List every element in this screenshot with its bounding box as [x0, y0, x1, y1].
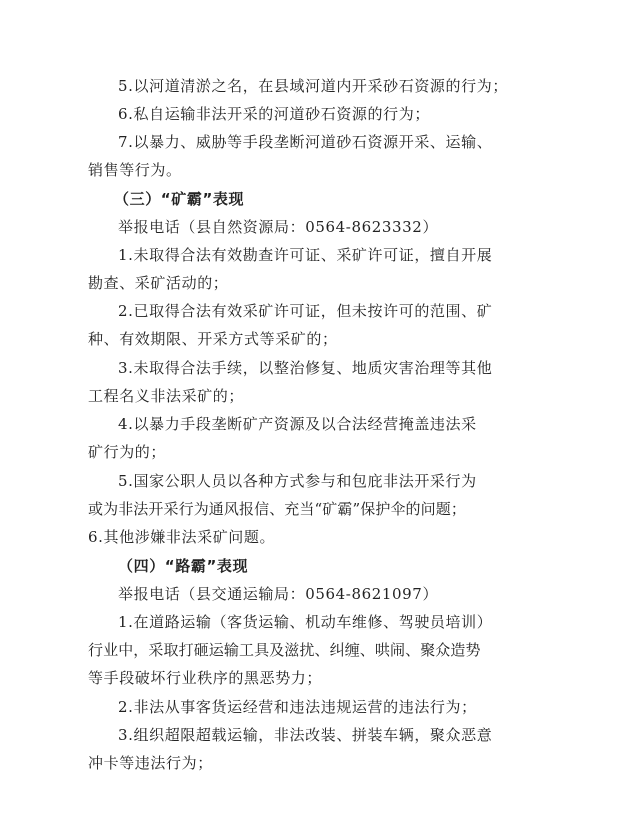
section2-item-7 — [88, 128, 538, 184]
section4-hotline — [88, 580, 538, 608]
text-line: 7.以暴力、威胁等手段垄断河道砂石资源开采、运输、 — [118, 133, 493, 151]
text-line: 4.以暴力手段垄断矿产资源及以合法经营掩盖违法采 — [118, 415, 477, 433]
text-line: 5.国家公职人员以各种方式参与和包庇非法开采行为 — [118, 472, 477, 490]
text-line: 3.组织超限超载运输，非法改装、拼装车辆，聚众恶意 — [118, 726, 493, 744]
text-line: 等手段破坏行业秩序的黑恶势力； — [88, 669, 323, 688]
text-line: 工程名义非法采矿的； — [88, 387, 245, 406]
section3-item-3 — [88, 354, 538, 410]
section3-item-1 — [88, 241, 538, 297]
text-line: 6.其他涉嫌非法采矿问题。 — [88, 528, 276, 546]
heading-text: （四）“路霸”表现 — [118, 557, 249, 575]
text-line: 举报电话（县交通运输局：0564-8621097） — [118, 585, 439, 603]
section3-heading — [88, 185, 538, 213]
section3-item-5 — [88, 467, 538, 523]
heading-text: （三）“矿霸”表现 — [114, 190, 245, 208]
text-line: 1.在道路运输（客货运输、机动车维修、驾驶员培训） — [118, 613, 493, 631]
text-line: 2.非法从事客货运经营和违法违规运营的违法行为； — [118, 698, 477, 716]
text-line: 勘查、采矿活动的； — [88, 274, 229, 293]
text-line: 3.未取得合法手续，以整治修复、地质灾害治理等其他 — [118, 359, 493, 377]
text-line: 销售等行为。 — [88, 161, 182, 180]
text-line: 或为非法开采行为通风报信、充当“矿霸”保护伞的问题； — [88, 500, 466, 519]
section4-item-3 — [88, 721, 538, 777]
section3-item-2 — [88, 297, 538, 353]
section2-item-5 — [88, 72, 538, 100]
section3-item-6 — [88, 523, 538, 551]
section3-item-4 — [88, 410, 538, 466]
section4-item-2 — [88, 693, 538, 721]
text-line: 行业中，采取打砸运输工具及滋扰、纠缠、哄闹、聚众造势 — [88, 641, 481, 660]
text-line: 冲卡等违法行为； — [88, 754, 213, 773]
text-line: 5.以河道清淤之名，在县域河道内开采砂石资源的行为； — [118, 77, 508, 95]
text-line: 1.未取得合法有效勘查许可证、采矿许可证，擅自开展 — [118, 246, 493, 264]
section3-hotline — [88, 213, 538, 241]
text-line: 举报电话（县自然资源局：0564-8623332） — [118, 218, 439, 236]
text-line: 6.私自运输非法开采的河道砂石资源的行为； — [118, 105, 430, 123]
section4-heading — [88, 552, 538, 580]
section2-item-6 — [88, 100, 538, 128]
text-line: 2.已取得合法有效采矿许可证，但未按许可的范围、矿 — [118, 302, 493, 320]
text-line: 矿行为的； — [88, 443, 167, 462]
section4-item-1 — [88, 608, 538, 693]
text-line: 种、有效期限、开采方式等采矿的； — [88, 330, 338, 349]
